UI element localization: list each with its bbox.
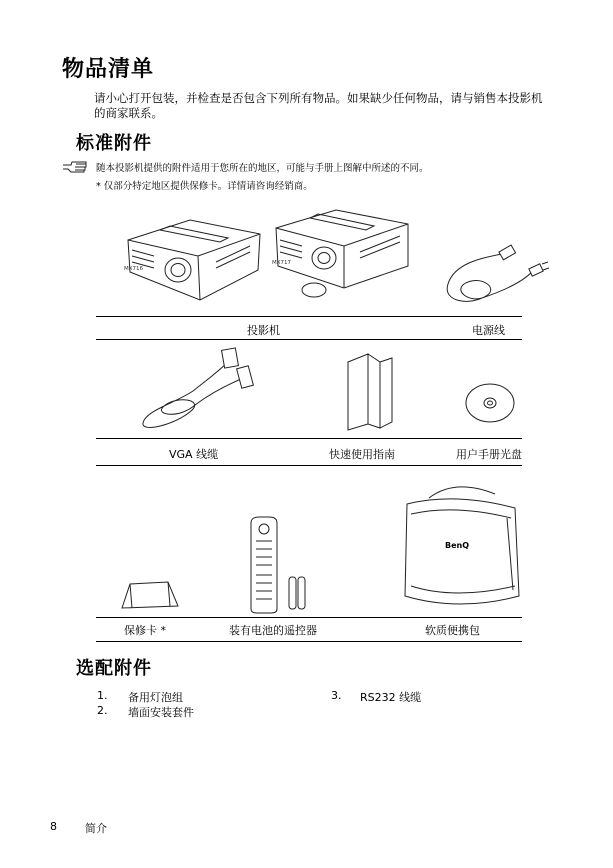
optional-item-num: 1. [97,689,108,702]
row2-bottom-rule [96,465,522,466]
optional-item-label: 备用灯泡组 [128,691,183,704]
row1-bottom-rule [96,339,522,340]
row3-bottom-rule [96,641,522,642]
quick-guide-illustration [340,352,400,432]
cd-illustration [460,378,520,428]
projector-mx716-illustration [120,212,270,312]
projector-mx717-illustration [270,206,420,306]
optional-item-label: 墙面安装套件 [128,706,194,719]
section-name: 简介 [85,822,107,835]
model-label-mx716: MX716 [124,266,144,272]
pointing-hand-icon [62,160,88,174]
note-warranty: * 仅部分特定地区提供保修卡。详情请咨询经销商。 [96,181,313,192]
bag-logo: BenQ [445,541,470,550]
optional-item-label: RS232 线缆 [360,691,422,704]
caption-quick-guide: 快速使用指南 [329,448,395,461]
intro-text: 请小心打开包装，并检查是否包含下列所有物品。如果缺少任何物品，请与销售本投影机的商家联系。 [94,91,543,120]
model-label-mx717: MX717 [272,260,292,266]
page-number: 8 [50,820,57,833]
standard-heading: 标准附件 [76,133,152,154]
caption-power-cord: 电源线 [472,324,505,337]
caption-projector: 投影机 [247,324,280,337]
carry-bag-illustration [395,478,525,613]
page-title: 物品清单 [62,57,155,82]
power-cord-illustration [440,244,550,314]
row2-top-rule [96,438,522,439]
caption-warranty: 保修卡 * [124,624,166,637]
caption-remote: 装有电池的遥控器 [229,624,317,637]
caption-cd: 用户手册光盘 [456,448,522,461]
vga-cable-illustration [135,345,265,435]
optional-item-num: 3. [331,689,342,702]
caption-bag: 软质便携包 [425,624,480,637]
optional-heading: 选配附件 [76,658,152,679]
warranty-card-illustration [120,578,180,612]
row1-top-rule [96,316,522,317]
note-accessories: 随本投影机提供的附件适用于您所在的地区，可能与手册上图解中所述的不同。 [96,163,429,174]
remote-control-illustration [245,515,315,615]
row3-top-rule [96,617,522,618]
caption-vga: VGA 线缆 [169,448,219,461]
optional-item-num: 2. [97,704,108,717]
